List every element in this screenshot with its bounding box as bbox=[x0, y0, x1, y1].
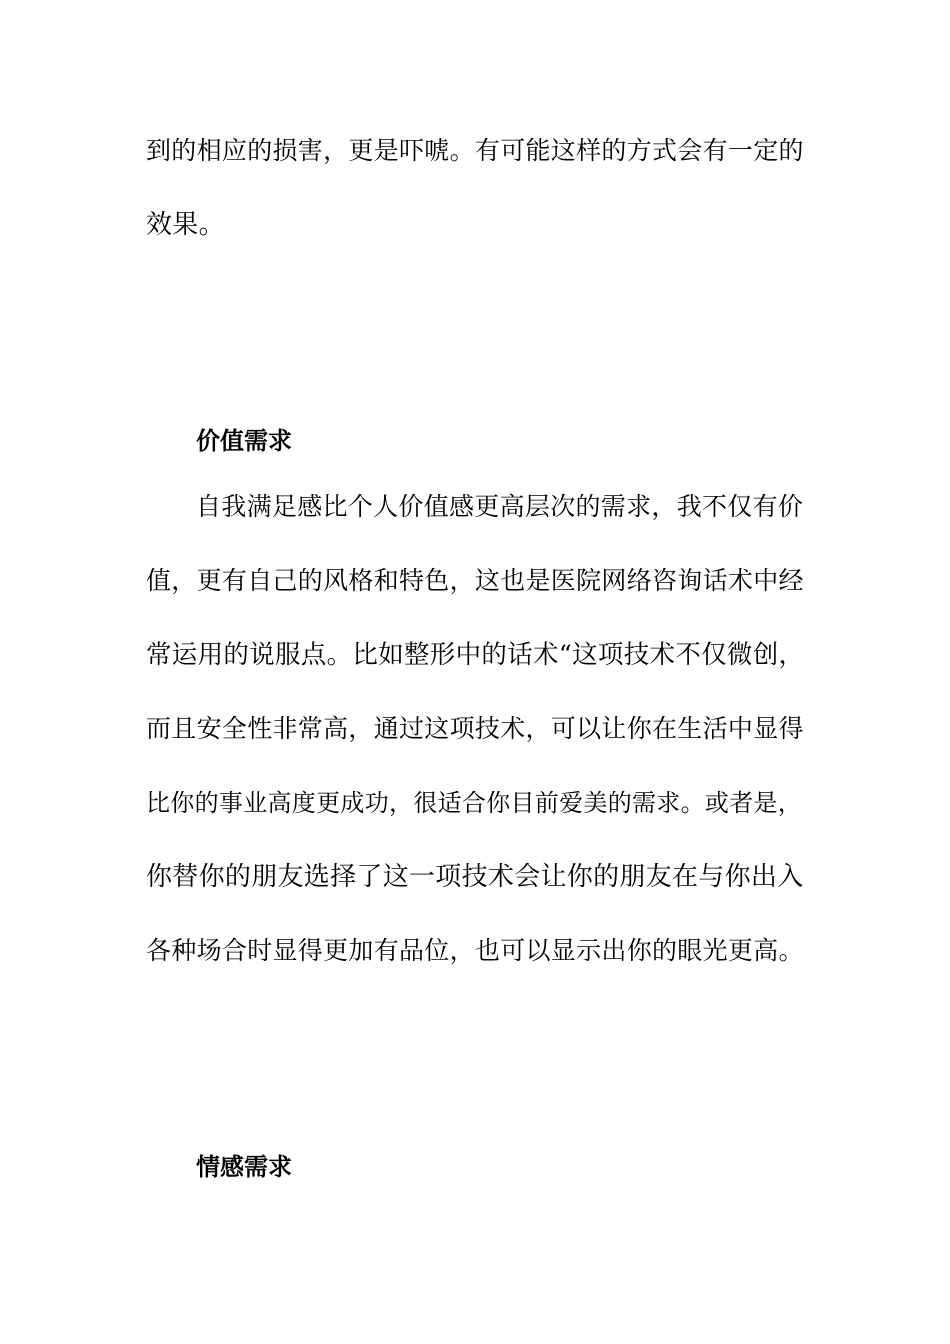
body-text-line: 效果。 bbox=[146, 210, 225, 240]
body-text-line: 自我满足感比个人价值感更高层次的需求，我不仅有价 bbox=[196, 492, 804, 521]
section-heading-value: 价值需求 bbox=[196, 426, 292, 455]
body-text-line: 到的相应的损害，更是吓唬。有可能这样的方式会有一定的 bbox=[146, 136, 804, 165]
body-text-line: 你替你的朋友选择了这一项技术会让你的朋友在与你出入 bbox=[146, 862, 804, 892]
body-text-line: 而且安全性非常高，通过这项技术，可以让你在生活中显得 bbox=[146, 714, 804, 743]
section-heading-emotion: 情感需求 bbox=[196, 1152, 292, 1181]
body-text-line: 各种场合时显得更加有品位，也可以显示出你的眼光更高。 bbox=[146, 936, 804, 965]
body-text-line: 值，更有自己的风格和特色，这也是医院网络咨询话术中经 bbox=[146, 566, 804, 595]
body-text-line: 比你的事业高度更成功，很适合你目前爱美的需求。或者是， bbox=[146, 789, 803, 817]
body-text-line: 常运用的说服点。比如整形中的话术“这项技术不仅微创， bbox=[146, 640, 805, 670]
